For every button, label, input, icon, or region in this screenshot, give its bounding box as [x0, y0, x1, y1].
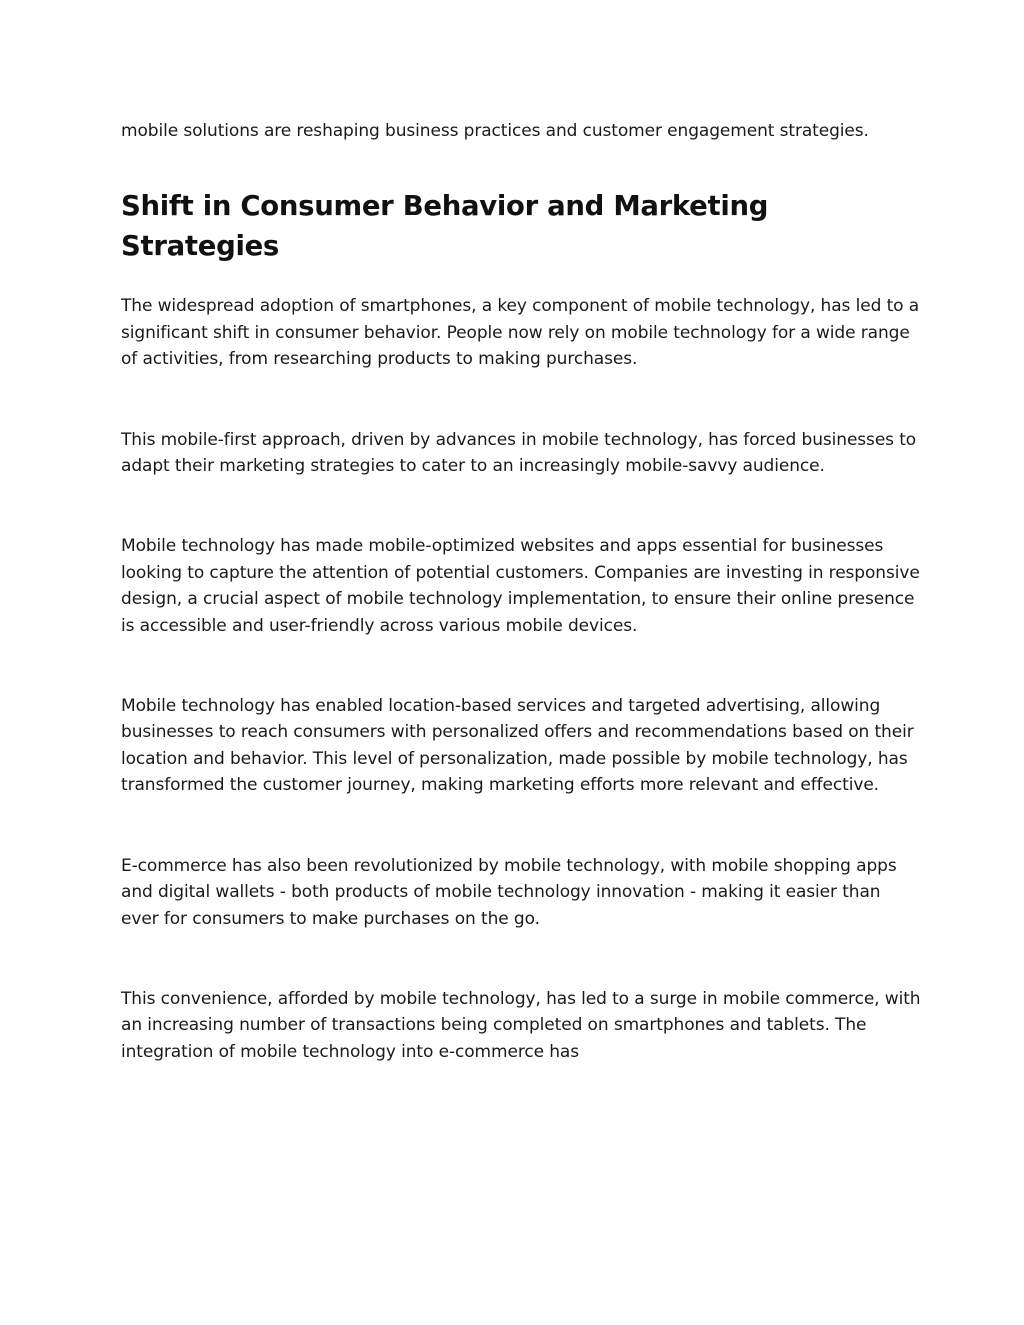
body-paragraph: This convenience, afforded by mobile technology, has led to a surge in mobile commerce, with an increasing number of transactions being completed on smartphones and tablets. The integration of mobile technology into e-commerce has [121, 988, 921, 1062]
intro-paragraph: mobile solutions are reshaping business practices and customer engagement strategies. [121, 121, 869, 141]
section-heading: Shift in Consumer Behavior and Marketing Strategies [121, 190, 769, 263]
body-paragraph: Mobile technology has made mobile-optimized websites and apps essential for businesses looking to capture the attention of potential customers. Companies are investing in responsive design, a crucial aspect of mobile technology implementation, to ensure their online presence is accessible and user-friendly across various mobile devices. [121, 536, 920, 636]
body-paragraph: This mobile-first approach, driven by advances in mobile technology, has forced businesses to adapt their marketing strategies to cater to an increasingly mobile-savvy audience. [121, 429, 917, 477]
body-paragraph: The widespread adoption of smartphones, a key component of mobile technology, has led to a significant shift in consumer behavior. People now rely on mobile technology for a wide range of activities, from researching products to making purchases. [121, 296, 920, 370]
body-paragraph: E-commerce has also been revolutionized by mobile technology, with mobile shopping apps and digital wallets - both products of mobile technology innovation - making it easier than ever for consumers to make purchases on the go. [121, 855, 897, 929]
document-page [121, 118, 921, 1065]
body-paragraph: Mobile technology has enabled location-based services and targeted advertising, allowing businesses to reach consumers with personalized offers and recommendations based on their location and behavior. This level of personalization, made possible by mobile technology, has transformed the customer journey, making marketing efforts more relevant and effective. [121, 696, 914, 796]
